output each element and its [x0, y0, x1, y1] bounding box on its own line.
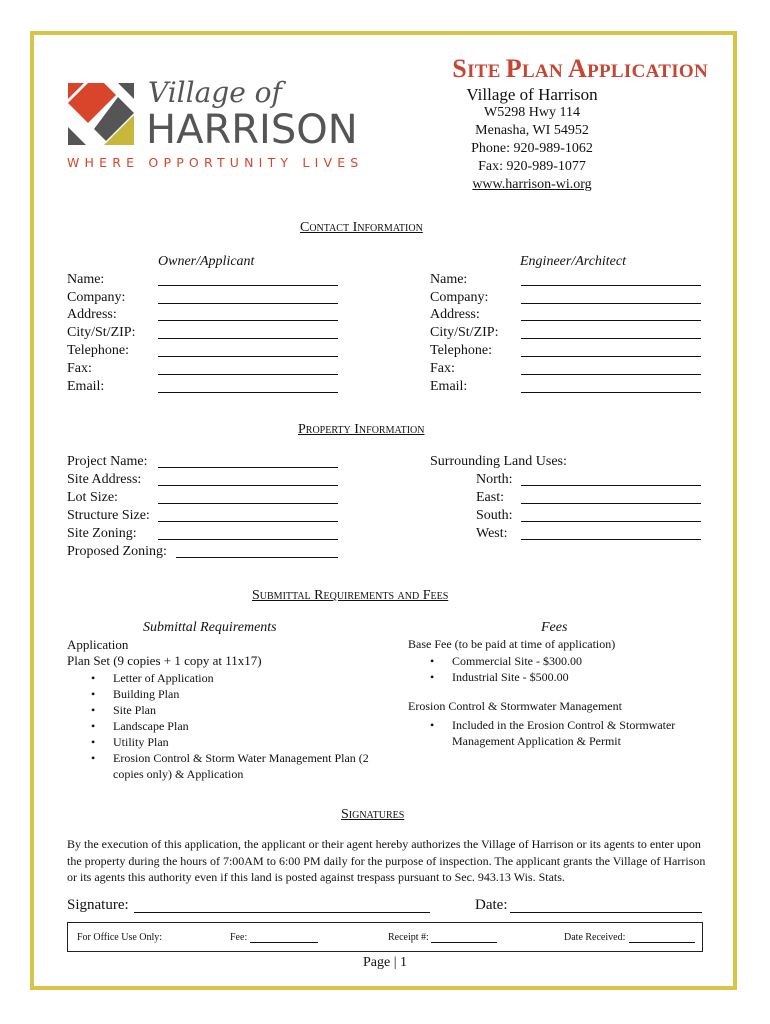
logo-harrison: HARRISON: [146, 107, 358, 153]
page-separator: |: [393, 955, 401, 970]
engineer-city-label: City/St/ZIP:: [430, 325, 499, 340]
owner-email-field[interactable]: [158, 392, 338, 393]
structure-size-label: Structure Size:: [67, 508, 150, 523]
engineer-address-label: Address:: [430, 307, 480, 322]
owner-fax-field[interactable]: [158, 374, 338, 375]
south-field[interactable]: [521, 521, 701, 522]
owner-name-label: Name:: [67, 272, 105, 287]
engineer-telephone-label: Telephone:: [430, 343, 492, 358]
list-item: • Commercial Site - $300.00: [452, 653, 712, 669]
owner-company-field[interactable]: [158, 303, 338, 304]
east-label: East:: [476, 490, 504, 505]
base-fee-label: Base Fee (to be paid at time of application): [408, 637, 616, 651]
structure-size-field[interactable]: [158, 521, 338, 522]
list-item: • Site Plan: [113, 702, 373, 718]
engineer-city-field[interactable]: [521, 338, 701, 339]
engineer-company-label: Company:: [430, 290, 489, 305]
office-use-box: [67, 922, 703, 952]
logo-tagline: WHERE OPPORTUNITY LIVES: [67, 155, 364, 170]
list-item: • Landscape Plan: [113, 718, 373, 734]
owner-telephone-label: Telephone:: [67, 343, 129, 358]
date-field[interactable]: [510, 912, 702, 913]
requirements-list: [91, 670, 373, 782]
north-label: North:: [476, 472, 513, 487]
project-name-field[interactable]: [158, 467, 338, 468]
engineer-heading: Engineer/Architect: [520, 254, 626, 269]
authorization-paragraph: By the execution of this application, the applicant or their agent hereby authorizes the Village of Harrison or its agents to enter upon the property during the hours of 7:00AM to 6:00 PM daily for the purpose of inspection. The applicant grants the Village of Harrison or its agents this authority even if this land is posted against trespass pursuant to Sec. 943.13 Wis. Stats.: [67, 837, 706, 884]
page-number-value: 1: [400, 955, 408, 970]
page-title: SITE PLAN APPLICATION: [452, 54, 708, 83]
office-use-label: For Office Use Only:: [77, 932, 163, 943]
engineer-email-label: Email:: [430, 379, 468, 394]
west-field[interactable]: [521, 539, 701, 540]
owner-fax-label: Fax:: [67, 361, 92, 376]
fees-heading: Fees: [541, 620, 568, 635]
lot-size-label: Lot Size:: [67, 490, 118, 505]
address-line2: Menasha, WI 54952: [475, 123, 589, 138]
receipt-field[interactable]: [431, 942, 497, 943]
signature-field[interactable]: [134, 912, 430, 913]
plan-set-label: Plan Set (9 copies + 1 copy at 11x17): [67, 653, 262, 668]
proposed-zoning-field[interactable]: [176, 557, 338, 558]
west-label: West:: [476, 526, 508, 541]
lot-size-field[interactable]: [158, 503, 338, 504]
property-section-title: Property Information: [298, 422, 425, 437]
site-zoning-field[interactable]: [158, 539, 338, 540]
engineer-company-field[interactable]: [521, 303, 701, 304]
website-link[interactable]: www.harrison-wi.org: [472, 177, 592, 192]
signature-label: Signature:: [67, 897, 129, 913]
engineer-name-field[interactable]: [521, 285, 701, 286]
date-received-label: Date Received:: [564, 932, 626, 943]
contact-section-title: Contact Information: [300, 220, 423, 235]
submittal-section-title: Submittal Requirements and Fees: [252, 588, 449, 603]
signatures-section-title: Signatures: [341, 807, 405, 822]
page-number: [0, 955, 770, 971]
erosion-heading: Erosion Control & Stormwater Management: [408, 699, 622, 713]
list-item: • Erosion Control & Storm Water Management Plan (2 copies only) & Application: [113, 750, 373, 782]
site-zoning-label: Site Zoning:: [67, 526, 137, 541]
engineer-fax-field[interactable]: [521, 374, 701, 375]
fax-number: Fax: 920-989-1077: [478, 159, 586, 174]
owner-telephone-field[interactable]: [158, 356, 338, 357]
owner-address-label: Address:: [67, 307, 117, 322]
submittal-requirements-heading: Submittal Requirements: [143, 620, 277, 635]
site-address-field[interactable]: [158, 485, 338, 486]
owner-city-label: City/St/ZIP:: [67, 325, 136, 340]
owner-name-field[interactable]: [158, 285, 338, 286]
east-field[interactable]: [521, 503, 701, 504]
engineer-email-field[interactable]: [521, 392, 701, 393]
address-line1: W5298 Hwy 114: [484, 105, 580, 120]
engineer-fax-label: Fax:: [430, 361, 455, 376]
engineer-name-label: Name:: [430, 272, 468, 287]
engineer-address-field[interactable]: [521, 320, 701, 321]
village-logo: [66, 78, 396, 178]
address-block: [422, 86, 642, 194]
logo-village-of: Village of: [148, 76, 282, 109]
page-label: Page: [362, 955, 391, 970]
erosion-list: [430, 717, 712, 749]
org-name: Village of Harrison: [466, 85, 598, 104]
receipt-label: Receipt #:: [388, 932, 429, 943]
surrounding-land-uses-label: Surrounding Land Uses:: [430, 454, 567, 469]
application-label: Application: [67, 637, 129, 652]
owner-address-field[interactable]: [158, 320, 338, 321]
owner-company-label: Company:: [67, 290, 126, 305]
owner-heading: Owner/Applicant: [158, 254, 255, 269]
date-label: Date:: [475, 897, 508, 913]
south-label: South:: [476, 508, 513, 523]
owner-email-label: Email:: [67, 379, 105, 394]
list-item: • Building Plan: [113, 686, 373, 702]
engineer-telephone-field[interactable]: [521, 356, 701, 357]
project-name-label: Project Name:: [67, 454, 148, 469]
owner-city-field[interactable]: [158, 338, 338, 339]
list-item: • Included in the Erosion Control & Stormwater Management Application & Permit: [452, 717, 712, 749]
list-item: • Utility Plan: [113, 734, 373, 750]
date-received-field[interactable]: [629, 942, 695, 943]
fee-label: Fee:: [230, 932, 248, 943]
list-item: • Letter of Application: [113, 670, 373, 686]
proposed-zoning-label: Proposed Zoning:: [67, 544, 167, 559]
fee-field[interactable]: [250, 942, 318, 943]
north-field[interactable]: [521, 485, 701, 486]
site-address-label: Site Address:: [67, 472, 142, 487]
list-item: • Industrial Site - $500.00: [452, 669, 712, 685]
phone-number: Phone: 920-989-1062: [471, 141, 593, 156]
fee-list: [430, 653, 712, 685]
